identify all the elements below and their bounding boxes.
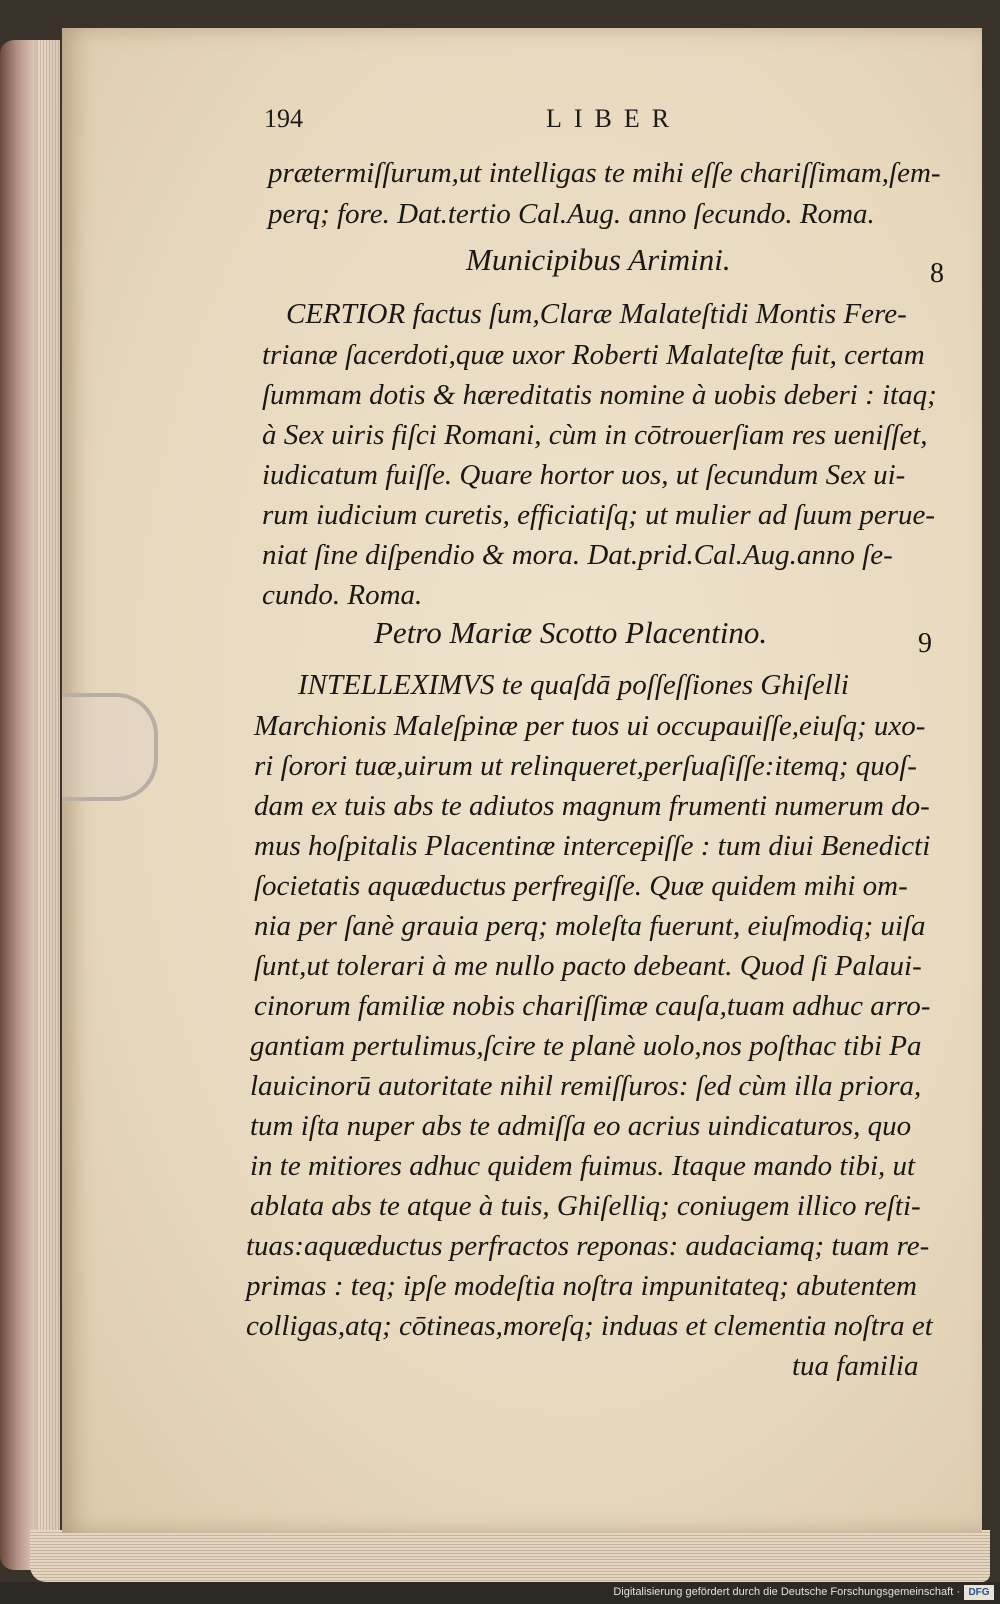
footer-credit: Digitalisierung gefördert durch die Deutsche Forschungsgemeinschaft · <box>613 1586 960 1598</box>
letter-line: à Sex uiris fiſci Romani, cùm in cōtrouerſiam res ueniſſet, <box>262 419 928 451</box>
letter-line: lauicinorū autoritate nihil remiſſuros: ſed cùm illa priora, <box>250 1070 922 1102</box>
letter-line: tum iſta nuper abs te admiſſa eo acrius uindicaturos, quo <box>250 1110 912 1142</box>
catchword: tua familia <box>792 1350 919 1382</box>
letter-number: 8 <box>930 258 944 289</box>
text-line: perq; fore. Dat.tertio Cal.Aug. anno ſecundo. Roma. <box>268 198 875 230</box>
letter-heading: Petro Mariæ Scotto Placentino. <box>374 615 768 650</box>
letter-line: dam ex tuis abs te adiutos magnum frumenti numerum do- <box>254 790 930 822</box>
letter-line: colligas,atq; cōtineas,moreſq; induas et clementia noſtra et <box>246 1310 933 1342</box>
letter-line: CERTIOR factus ſum,Claræ Malateſtidi Montis Fere- <box>286 298 907 330</box>
letter-line: tuas:aquæductus perfractos reponas: audaciamq; tuam re- <box>246 1230 930 1262</box>
letter-line: ablata abs te atque à tuis, Ghiſelliq; coniugem illico reſti- <box>250 1190 921 1222</box>
letter-line: ri ſorori tuæ,uirum ut relinqueret,perſuaſiſſe:itemq; quoſ- <box>254 750 917 782</box>
letter-line: nia per ſanè grauia perq; moleſta fuerunt, eiuſmodiq; uiſa <box>254 910 926 942</box>
letter-line: Marchionis Maleſpinæ per tuos ui occupauiſſe,eiuſq; uxo- <box>254 710 926 742</box>
letter-line: gantiam pertulimus,ſcire te planè uolo,nos poſthac tibi Pa <box>250 1030 922 1062</box>
letter-line: trianæ ſacerdoti,quæ uxor Roberti Malateſtæ fuit, certam <box>262 339 925 371</box>
page-clip <box>62 693 158 801</box>
letter-heading: Municipibus Arimini. <box>466 242 731 277</box>
page-header <box>264 104 734 136</box>
running-title: LIBER <box>546 104 682 133</box>
page-number: 194 <box>264 104 303 133</box>
letter-line: INTELLEXIMVS te quaſdā poſſeſſiones Ghiſelli <box>298 669 849 701</box>
footer-bar <box>0 1582 1000 1604</box>
letter-line: ſocietatis aquæductus perfregiſſe. Quæ quidem mihi om- <box>254 870 908 902</box>
letter-line: cundo. Roma. <box>262 579 423 611</box>
page-block-edge <box>38 40 60 1570</box>
letter-line: rum iudicium curetis, efficiatiſq; ut mulier ad ſuum perue- <box>262 499 936 531</box>
letter-line: mus hoſpitalis Placentinæ intercepiſſe : tum diui Benedicti <box>254 830 931 862</box>
dfg-logo: DFG <box>964 1585 994 1600</box>
letter-line: ſunt,ut tolerari à me nullo pacto debeant. Quod ſi Palaui- <box>254 950 922 982</box>
book-left-edge <box>0 40 60 1570</box>
letter-line: niat ſine diſpendio & mora. Dat.prid.Cal.Aug.anno ſe- <box>262 539 893 571</box>
letter-number: 9 <box>918 628 932 659</box>
letter-line: ſummam dotis & hæreditatis nomine à uobis deberi : itaq; <box>262 379 937 411</box>
letter-line: iudicatum fuiſſe. Quare hortor uos, ut ſecundum Sex ui- <box>262 459 906 491</box>
letter-line: in te mitiores adhuc quidem fuimus. Itaque mando tibi, ut <box>250 1150 916 1182</box>
book-bottom-edge <box>30 1530 990 1582</box>
letter-line: cinorum familiæ nobis chariſſimæ cauſa,tuam adhuc arro- <box>254 990 931 1022</box>
letter-line: primas : teq; ipſe modeſtia noſtra impunitateq; abutentem <box>246 1270 917 1302</box>
text-line: prætermiſſurum,ut intelligas te mihi eſſe chariſſimam,ſem- <box>268 157 941 189</box>
